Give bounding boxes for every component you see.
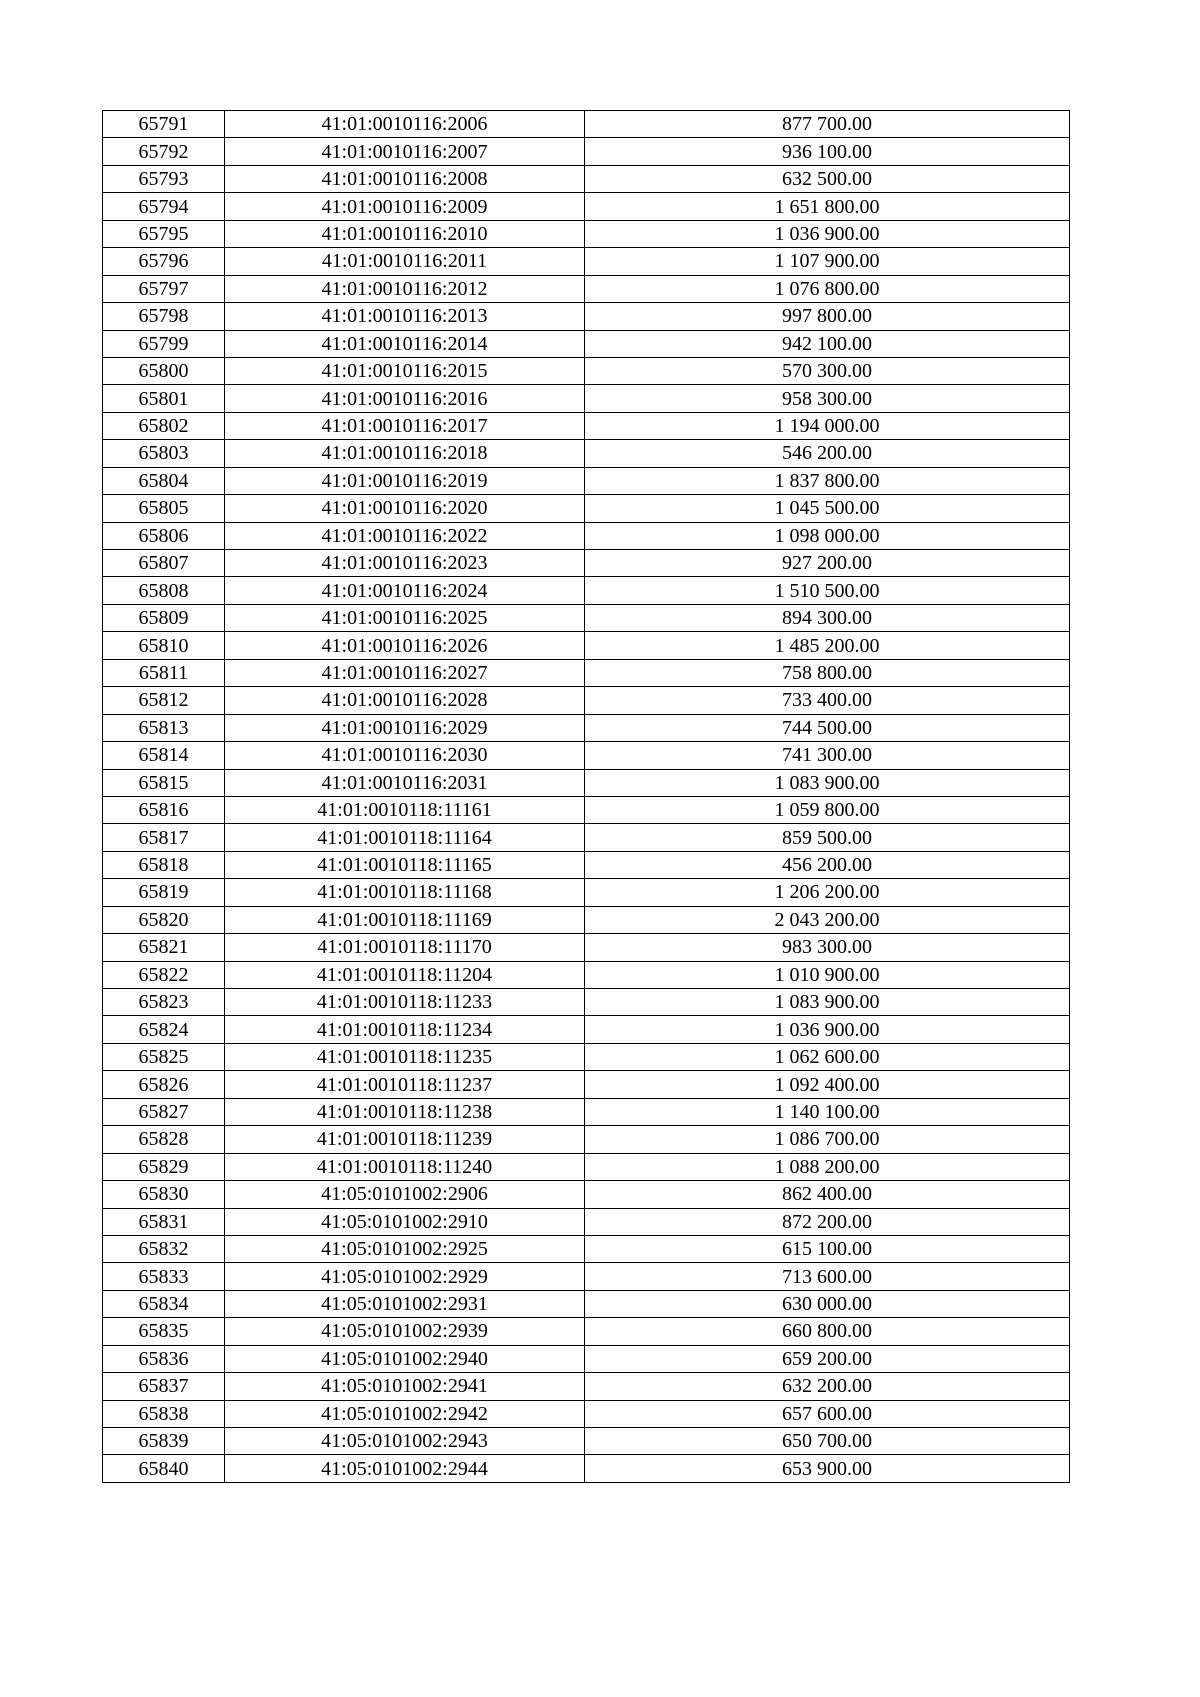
cadastral-value-cell: 1 837 800.00	[585, 467, 1070, 494]
row-number-cell: 65793	[103, 165, 225, 192]
row-number-cell: 65828	[103, 1126, 225, 1153]
cadastral-value-cell: 744 500.00	[585, 714, 1070, 741]
table-row	[103, 495, 1070, 522]
cadastral-number-cell: 41:01:0010116:2024	[225, 577, 585, 604]
cadastral-number-cell: 41:01:0010116:2025	[225, 604, 585, 631]
table-row	[103, 796, 1070, 823]
cadastral-value-cell: 758 800.00	[585, 659, 1070, 686]
cadastral-number-cell: 41:05:0101002:2910	[225, 1208, 585, 1235]
row-number-cell: 65796	[103, 248, 225, 275]
table-row	[103, 303, 1070, 330]
table-row	[103, 659, 1070, 686]
cadastral-number-cell: 41:05:0101002:2929	[225, 1263, 585, 1290]
cadastral-value-cell: 936 100.00	[585, 138, 1070, 165]
cadastral-number-cell: 41:01:0010118:11240	[225, 1153, 585, 1180]
cadastral-value-cell: 997 800.00	[585, 303, 1070, 330]
row-number-cell: 65836	[103, 1345, 225, 1372]
row-number-cell: 65834	[103, 1290, 225, 1317]
cadastral-value-cell: 456 200.00	[585, 851, 1070, 878]
table-row	[103, 632, 1070, 659]
row-number-cell: 65829	[103, 1153, 225, 1180]
cadastral-number-cell: 41:01:0010118:11237	[225, 1071, 585, 1098]
cadastral-value-cell: 1 062 600.00	[585, 1043, 1070, 1070]
table-row	[103, 385, 1070, 412]
cadastral-number-cell: 41:05:0101002:2942	[225, 1400, 585, 1427]
table-row	[103, 687, 1070, 714]
row-number-cell: 65811	[103, 659, 225, 686]
table-row	[103, 550, 1070, 577]
cadastral-value-table	[102, 110, 1070, 1483]
table-row	[103, 220, 1070, 247]
row-number-cell: 65822	[103, 961, 225, 988]
table-row	[103, 1455, 1070, 1482]
row-number-cell: 65830	[103, 1181, 225, 1208]
cadastral-number-cell: 41:01:0010118:11234	[225, 1016, 585, 1043]
cadastral-value-cell: 1 092 400.00	[585, 1071, 1070, 1098]
cadastral-number-cell: 41:01:0010118:11168	[225, 879, 585, 906]
row-number-cell: 65840	[103, 1455, 225, 1482]
cadastral-value-cell: 653 900.00	[585, 1455, 1070, 1482]
row-number-cell: 65823	[103, 989, 225, 1016]
cadastral-value-cell: 1 045 500.00	[585, 495, 1070, 522]
cadastral-number-cell: 41:05:0101002:2940	[225, 1345, 585, 1372]
cadastral-number-cell: 41:01:0010116:2028	[225, 687, 585, 714]
table-row	[103, 824, 1070, 851]
table-row	[103, 714, 1070, 741]
cadastral-value-cell: 1 194 000.00	[585, 412, 1070, 439]
cadastral-value-cell: 1 010 900.00	[585, 961, 1070, 988]
cadastral-number-cell: 41:01:0010118:11238	[225, 1098, 585, 1125]
cadastral-value-cell: 927 200.00	[585, 550, 1070, 577]
row-number-cell: 65825	[103, 1043, 225, 1070]
table-row	[103, 1428, 1070, 1455]
table-row	[103, 412, 1070, 439]
row-number-cell: 65827	[103, 1098, 225, 1125]
cadastral-value-cell: 713 600.00	[585, 1263, 1070, 1290]
row-number-cell: 65807	[103, 550, 225, 577]
row-number-cell: 65837	[103, 1373, 225, 1400]
cadastral-number-cell: 41:05:0101002:2931	[225, 1290, 585, 1317]
table-row	[103, 440, 1070, 467]
row-number-cell: 65820	[103, 906, 225, 933]
cadastral-number-cell: 41:01:0010118:11170	[225, 934, 585, 961]
cadastral-value-cell: 1 510 500.00	[585, 577, 1070, 604]
row-number-cell: 65824	[103, 1016, 225, 1043]
row-number-cell: 65809	[103, 604, 225, 631]
cadastral-value-cell: 570 300.00	[585, 357, 1070, 384]
cadastral-value-cell: 877 700.00	[585, 111, 1070, 138]
row-number-cell: 65815	[103, 769, 225, 796]
table-row	[103, 1318, 1070, 1345]
cadastral-value-cell: 1 086 700.00	[585, 1126, 1070, 1153]
cadastral-value-cell: 1 651 800.00	[585, 193, 1070, 220]
cadastral-number-cell: 41:01:0010116:2022	[225, 522, 585, 549]
cadastral-value-cell: 2 043 200.00	[585, 906, 1070, 933]
row-number-cell: 65803	[103, 440, 225, 467]
cadastral-number-cell: 41:01:0010118:11161	[225, 796, 585, 823]
row-number-cell: 65818	[103, 851, 225, 878]
cadastral-number-cell: 41:05:0101002:2939	[225, 1318, 585, 1345]
row-number-cell: 65839	[103, 1428, 225, 1455]
cadastral-number-cell: 41:01:0010116:2009	[225, 193, 585, 220]
cadastral-value-cell: 942 100.00	[585, 330, 1070, 357]
table-row	[103, 1235, 1070, 1262]
cadastral-number-cell: 41:01:0010116:2008	[225, 165, 585, 192]
table-row	[103, 467, 1070, 494]
cadastral-value-cell: 1 059 800.00	[585, 796, 1070, 823]
cadastral-value-cell: 615 100.00	[585, 1235, 1070, 1262]
cadastral-number-cell: 41:01:0010116:2012	[225, 275, 585, 302]
cadastral-value-cell: 859 500.00	[585, 824, 1070, 851]
cadastral-value-cell: 1 083 900.00	[585, 989, 1070, 1016]
row-number-cell: 65805	[103, 495, 225, 522]
row-number-cell: 65792	[103, 138, 225, 165]
cadastral-number-cell: 41:01:0010116:2019	[225, 467, 585, 494]
cadastral-value-cell: 741 300.00	[585, 742, 1070, 769]
cadastral-number-cell: 41:05:0101002:2944	[225, 1455, 585, 1482]
table-row	[103, 934, 1070, 961]
table-row	[103, 961, 1070, 988]
cadastral-value-cell: 1 485 200.00	[585, 632, 1070, 659]
cadastral-value-cell: 546 200.00	[585, 440, 1070, 467]
cadastral-number-cell: 41:01:0010116:2030	[225, 742, 585, 769]
cadastral-number-cell: 41:01:0010116:2006	[225, 111, 585, 138]
cadastral-value-cell: 659 200.00	[585, 1345, 1070, 1372]
cadastral-number-cell: 41:01:0010118:11235	[225, 1043, 585, 1070]
table-row	[103, 1290, 1070, 1317]
cadastral-number-cell: 41:01:0010116:2013	[225, 303, 585, 330]
cadastral-value-cell: 1 088 200.00	[585, 1153, 1070, 1180]
cadastral-number-cell: 41:01:0010118:11165	[225, 851, 585, 878]
cadastral-value-cell: 958 300.00	[585, 385, 1070, 412]
cadastral-value-cell: 1 098 000.00	[585, 522, 1070, 549]
table-row	[103, 851, 1070, 878]
cadastral-number-cell: 41:01:0010116:2010	[225, 220, 585, 247]
table-row	[103, 1208, 1070, 1235]
row-number-cell: 65835	[103, 1318, 225, 1345]
row-number-cell: 65819	[103, 879, 225, 906]
cadastral-number-cell: 41:01:0010118:11204	[225, 961, 585, 988]
row-number-cell: 65801	[103, 385, 225, 412]
table-row	[103, 1098, 1070, 1125]
table-row	[103, 1016, 1070, 1043]
table-row	[103, 1263, 1070, 1290]
cadastral-value-cell: 1 140 100.00	[585, 1098, 1070, 1125]
cadastral-value-cell: 632 500.00	[585, 165, 1070, 192]
cadastral-number-cell: 41:01:0010118:11164	[225, 824, 585, 851]
cadastral-value-cell: 983 300.00	[585, 934, 1070, 961]
cadastral-number-cell: 41:01:0010116:2007	[225, 138, 585, 165]
table-row	[103, 193, 1070, 220]
table-row	[103, 1153, 1070, 1180]
row-number-cell: 65802	[103, 412, 225, 439]
row-number-cell: 65831	[103, 1208, 225, 1235]
table-row	[103, 357, 1070, 384]
table-row	[103, 1126, 1070, 1153]
cadastral-value-cell: 657 600.00	[585, 1400, 1070, 1427]
table-row	[103, 769, 1070, 796]
cadastral-number-cell: 41:01:0010116:2027	[225, 659, 585, 686]
table-row	[103, 111, 1070, 138]
row-number-cell: 65810	[103, 632, 225, 659]
row-number-cell: 65832	[103, 1235, 225, 1262]
table-row	[103, 577, 1070, 604]
table-row	[103, 165, 1070, 192]
row-number-cell: 65812	[103, 687, 225, 714]
row-number-cell: 65821	[103, 934, 225, 961]
cadastral-number-cell: 41:01:0010116:2026	[225, 632, 585, 659]
table-row	[103, 248, 1070, 275]
row-number-cell: 65838	[103, 1400, 225, 1427]
row-number-cell: 65794	[103, 193, 225, 220]
table-row	[103, 138, 1070, 165]
row-number-cell: 65806	[103, 522, 225, 549]
row-number-cell: 65816	[103, 796, 225, 823]
cadastral-number-cell: 41:01:0010116:2011	[225, 248, 585, 275]
cadastral-value-cell: 1 206 200.00	[585, 879, 1070, 906]
table-row	[103, 330, 1070, 357]
cadastral-value-cell: 1 083 900.00	[585, 769, 1070, 796]
cadastral-number-cell: 41:01:0010116:2014	[225, 330, 585, 357]
row-number-cell: 65808	[103, 577, 225, 604]
table-body	[103, 111, 1070, 1483]
row-number-cell: 65797	[103, 275, 225, 302]
row-number-cell: 65798	[103, 303, 225, 330]
table-row	[103, 879, 1070, 906]
cadastral-number-cell: 41:01:0010118:11233	[225, 989, 585, 1016]
cadastral-value-cell: 660 800.00	[585, 1318, 1070, 1345]
cadastral-value-cell: 1 107 900.00	[585, 248, 1070, 275]
cadastral-number-cell: 41:01:0010116:2016	[225, 385, 585, 412]
cadastral-value-cell: 733 400.00	[585, 687, 1070, 714]
cadastral-number-cell: 41:05:0101002:2906	[225, 1181, 585, 1208]
table-row	[103, 604, 1070, 631]
table-row	[103, 522, 1070, 549]
cadastral-number-cell: 41:05:0101002:2943	[225, 1428, 585, 1455]
cadastral-value-cell: 894 300.00	[585, 604, 1070, 631]
cadastral-value-cell: 872 200.00	[585, 1208, 1070, 1235]
cadastral-value-cell: 630 000.00	[585, 1290, 1070, 1317]
cadastral-number-cell: 41:01:0010116:2020	[225, 495, 585, 522]
row-number-cell: 65799	[103, 330, 225, 357]
table-row	[103, 1373, 1070, 1400]
table-row	[103, 1345, 1070, 1372]
cadastral-value-cell: 1 036 900.00	[585, 1016, 1070, 1043]
table-row	[103, 1400, 1070, 1427]
cadastral-number-cell: 41:01:0010116:2018	[225, 440, 585, 467]
cadastral-number-cell: 41:01:0010118:11169	[225, 906, 585, 933]
table-row	[103, 989, 1070, 1016]
row-number-cell: 65800	[103, 357, 225, 384]
cadastral-number-cell: 41:01:0010116:2015	[225, 357, 585, 384]
row-number-cell: 65826	[103, 1071, 225, 1098]
table-row	[103, 742, 1070, 769]
cadastral-number-cell: 41:05:0101002:2941	[225, 1373, 585, 1400]
cadastral-number-cell: 41:01:0010116:2029	[225, 714, 585, 741]
row-number-cell: 65814	[103, 742, 225, 769]
cadastral-number-cell: 41:01:0010116:2023	[225, 550, 585, 577]
row-number-cell: 65804	[103, 467, 225, 494]
cadastral-value-cell: 650 700.00	[585, 1428, 1070, 1455]
cadastral-value-cell: 862 400.00	[585, 1181, 1070, 1208]
row-number-cell: 65791	[103, 111, 225, 138]
cadastral-value-cell: 1 036 900.00	[585, 220, 1070, 247]
cadastral-number-cell: 41:01:0010116:2031	[225, 769, 585, 796]
table-row	[103, 275, 1070, 302]
row-number-cell: 65813	[103, 714, 225, 741]
cadastral-value-cell: 632 200.00	[585, 1373, 1070, 1400]
row-number-cell: 65795	[103, 220, 225, 247]
cadastral-number-cell: 41:01:0010118:11239	[225, 1126, 585, 1153]
table-row	[103, 1071, 1070, 1098]
row-number-cell: 65833	[103, 1263, 225, 1290]
table-row	[103, 1043, 1070, 1070]
row-number-cell: 65817	[103, 824, 225, 851]
cadastral-number-cell: 41:05:0101002:2925	[225, 1235, 585, 1262]
cadastral-number-cell: 41:01:0010116:2017	[225, 412, 585, 439]
cadastral-value-cell: 1 076 800.00	[585, 275, 1070, 302]
table-row	[103, 906, 1070, 933]
table-row	[103, 1181, 1070, 1208]
